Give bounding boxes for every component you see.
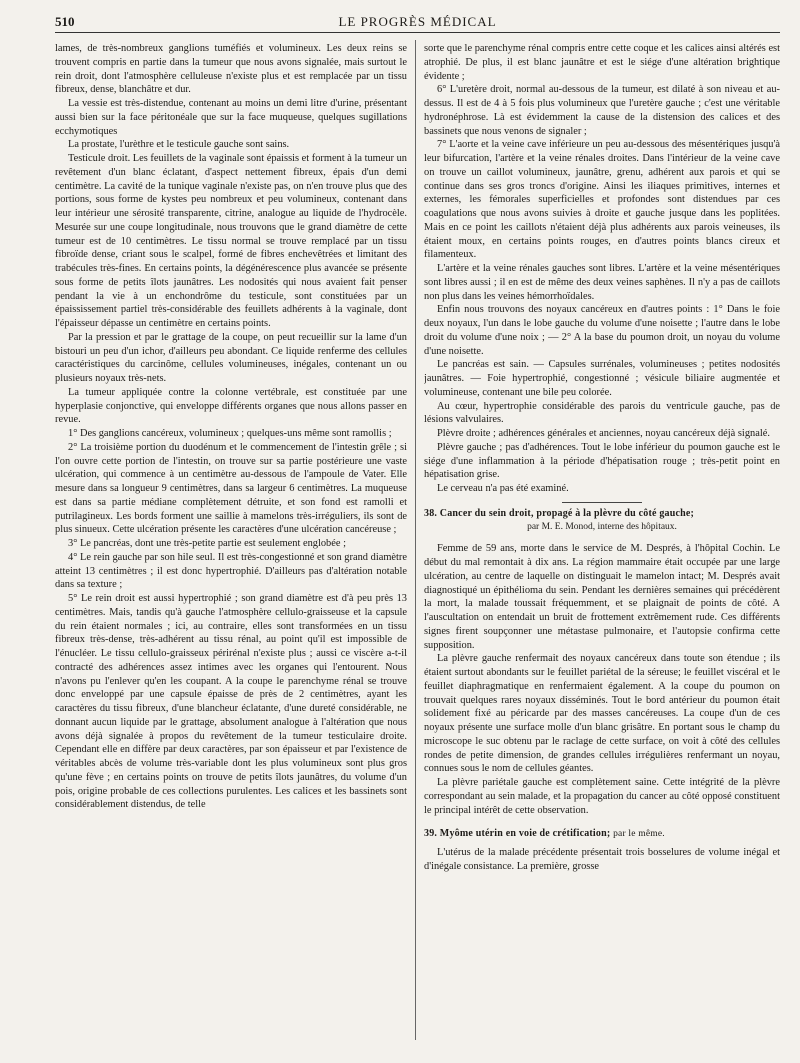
article-38-byline: par M. E. Monod, interne des hôpitaux. [527,521,677,532]
article-39-title: 39. Myôme utérin en voie de crétification; [424,828,611,840]
paragraph: lames, de très-nombreux ganglions tuméfiés et volumineux. Les deux reins se trouvent compris en partie dans la tumeur que nous avons signalée, mais surtout le rein droit, dont l'atmosphère celluleuse n'existe plus et est remplacée par un tissu fibreux, dense, blanchâtre et dur. [55,43,407,96]
article-39-heading [424,827,780,842]
paragraph: Enfin nous trouvons des noyaux cancéreux en d'autres points : 1° Dans le foie deux noyaux, l'un dans le lobe gauche du volume d'une noisette ; l'autre dans le lobe droit du volume d'une noix ; — 2° A la base du poumon droit, un noyau du volume d'une noisette. [424,304,780,357]
paragraph: L'artère et la veine rénales gauches sont libres. L'artère et la veine mésentériques sont libres aussi ; il en est de même des deux veines saphènes. Il n'y a pas de caillots non plus dans les veines hémorrhoïdales. [424,263,780,302]
paragraph: Plèvre droite ; adhérences générales et anciennes, noyau cancéreux déjà signalé. [437,428,770,439]
running-title: LE PROGRÈS MÉDICAL [338,14,497,29]
paragraph: La prostate, l'urèthre et le testicule gauche sont sains. [68,139,290,151]
paragraph: sorte que le parenchyme rénal compris entre cette coque et les calices ainsi altérés est atrophié. De plus, il est blanc jaunâtre et est le siége d'une altération brightique évidente ; [424,43,780,82]
column-divider [415,40,416,1040]
paragraph: 1° Des ganglions cancéreux, volumineux ; quelques-uns même sont ramollis ; [68,428,392,439]
paragraph: 4° Le rein gauche par son hile seul. Il est très-congestionné et son grand diamètre atteint 13 centimètres ; il est donc hypertrophié. D'ailleurs pas d'altération notable dans sa texture ; [55,551,407,591]
paragraph: Le pancréas est sain. — Capsules surrénales, volumineuses ; petites nodosités jaunâtres. — Foie hypertrophié, congestionné ; vésicule biliaire augmentée et volumineuse, contenant une bile peu colorée. [424,359,780,398]
paragraph: 2° La troisième portion du duodénum et le commencement de l'intestin grêle ; si l'on ouvre cette portion de l'intestin, on trouve sur sa partie postérieure une vaste ulcération, qui commence à un centimètre au-dessous de l'ampoule de Vater. Elle mesure dans sa longueur 9 centimètres, dans sa largeur 6 centimètres. La muqueuse est dans sa partie médiane complètement détruite, et son fond est ramolli et putrilagineux. Les bords forment une saillie à mamelons très-irréguliers, ils sont de plus sinueux. Cette ulcération présente les caractères d'une ulcération cancéreuse ; [55,441,407,536]
paragraph: Le cerveau n'a pas été examiné. [437,483,569,494]
paragraph: L'utérus de la malade précédente présentait trois bosselures de volume inégal et d'inégale consistance. La première, grosse [424,847,780,872]
paragraph: Plèvre gauche ; pas d'adhérences. Tout le lobe inférieur du poumon gauche est le siége d'une inflammation à la période d'hépatisation rouge ; très-petit point en hépatisation grise. [424,441,780,481]
right-column [424,42,780,1047]
section-separator [562,502,642,503]
paragraph: La vessie est très-distendue, contenant au moins un demi litre d'urine, présentant aussi bien sur la face péritonéale que sur la face muqueuse, quelques sugillations ecchymotiques [55,98,407,137]
paragraph: Au cœur, hypertrophie considérable des parois du ventricule gauche, pas de lésions valvulaires. [424,400,780,426]
article-39-byline: par le même. [613,829,665,840]
paragraph: La plèvre pariétale gauche est complètement saine. Cette intégrité de la plèvre correspondant au sein malade, et la propagation du cancer au côté opposé constituent le principal intérêt de cette observation. [424,777,780,816]
paragraph: Par la pression et par le grattage de la coupe, on peut recueillir sur la lame d'un bistouri un peu d'un ichor, d'ailleurs peu abondant. Ce liquide renferme des cellules caractéristiques du carcinôme, cellules volumineuses, inégales, contenant un ou plusieurs noyaux très-nets. [55,331,407,384]
paragraph: La tumeur appliquée contre la colonne vertébrale, est constituée par une hyperplasie conjonctive, qui enveloppe différents organes que nous allons passer en revue. [55,386,407,426]
page-header [55,12,780,33]
paragraph: La plèvre gauche renfermait des noyaux cancéreux dans toute son étendue ; ils étaient surtout abondants sur le feuillet pariétal de la séreuse; le feuillet viscéral et le feuillet diaphragmatique en renfermaient également. A la coupe du poumon on trouvait quelques rares noyaux disséminés. Tout le bord antérieur du poumon était solidement fixé au péricarde par des masses cancéreuses. La coupe d'un de ces noyaux présente une surface molle d'un blanc grisâtre. En portant sous le champ du microscope le suc obtenu par le raclage de cette surface, on voit à côté des cellules rondes de petite dimension, de grandes cellules irrégulières renfermant un noyau, connues sous le nom de cellules géantes. [424,653,780,775]
paragraph: Femme de 59 ans, morte dans le service de M. Després, à l'hôpital Cochin. Le début du mal remontait à dix ans. La région mammaire était occupée par une large ulcération, au centre de laquelle on distinguait le mamelon intact; M. Després avait diagnostiqué un épithélioma du sein. Pendant les dernières semaines qui précédèrent la mort, la malade toussait fréquemment, et se plaignait de points de côté. A l'auscultation on entendait un bruit de frottement extrêmement rude. Ces différents signes firent soupçonner une métastase pulmonaire, et l'autopsie confirma cette supposition. [424,543,780,651]
paragraph: Testicule droit. Les feuillets de la vaginale sont épaissis et forment à la tumeur un revêtement d'un blanc éclatant, d'aspect nettement fibreux, épais d'un demi centimètre. La cavité de la tunique vaginale n'existe pas, on n'en trouve plus que des portions, sous forme de kystes peu nombreux et peu volumineux, contenant dans leur intérieur une sérosité transparente, citrine, analogue au liquide de l'hydrocèle. Mesurée sur une coupe longitudinale, nous trouvons que le grand diamètre de cette tumeur est de 10 centimètres. Le tissu normal se trouve remplacé par un tissu fibroïde dense, criant sous le scalpel, formé de fibres enchevêtrées et limitant des trabécules très-fines. En certains points, la dégénérescence plus avancée se présente sous forme de petits îlots jaunâtres. Les nodosités qui nous avaient fait penser pendant la vie à un enchondrôme du testicule, sont constituées par un épaississement partiel très-considérable des feuillets adhérents à la vaginale, dont l'épaisseur dépasse un centimètre en certains points. [55,153,407,329]
paragraph: 3° Le pancréas, dont une très-petite partie est seulement englobée ; [68,538,346,549]
paragraph: 6° L'uretère droit, normal au-dessous de la tumeur, est dilaté à son niveau et au-dessus. Il est de 4 à 5 fois plus volumineux que l'uretère gauche ; c'est une véritable hydronéphrose. Là est évidemment la cause de la distension des calices et des bassinets que nous venons de signaler ; [424,84,780,137]
page-number: 510 [55,14,75,29]
paragraph: 5° Le rein droit est aussi hypertrophié ; son grand diamètre est d'à peu près 13 centimètres. Mais, tandis qu'à gauche l'atmosphère cellulo-graisseuse et la capsule du rein étaient normales ; ici, au contraire, elles sont transformées en un tissu fibreux très-dense, très-adhérent au tissu rénal, au point qu'il est impossible de l'énucléer. Le tissu cellulo-graisseux périrénal n'existe plus ; aussi ce viscère a-t-il contracté des adhérences assez intimes avec les organes qui l'entourent. Nous n'avons pu l'enlever qu'en les coupant. A la coupe le parenchyme rénal se trouve donc enveloppé par une capsule épaisse de près de 2 centimètres, ayant les caractères du tissu fibreux, d'une blancheur éclatante, d'une dureté considérable, ne donnant aucun liquide par le grattage, absolument analogue à l'altération que nous avons déjà signalée à propos du revêtement de la tumeur testiculaire droite. Cependant elle en diffère par deux caractères, par son épaisseur et par l'existence de véritables abcès de volume très-variable dont les plus volumineux sont plus gros qu'une fève ; en certains points on trouve de petits îlots jaunâtres, du volume d'un pois, origine probable de ces collections purulentes. Les calices et les bassinets sont considérablement distendus, de telle [55,593,407,811]
paragraph: 7° L'aorte et la veine cave inférieure un peu au-dessous des mésentériques jusqu'à leur bifurcation, l'artère et la veine rénales droites. Dans l'intérieur de la veine cave on trouve un caillot volumineux, jaunâtre, grenu, adhérent aux parois et qui se continue dans ses gros troncs d'origine. Ainsi les iliaques primitives, internes et externes, les fémorales superficielles et profondes sont distendues par ces coagulations que nous avons suivies à droite et gauche jusque dans les poplitées. Mais en ce point les caillots n'étaient déjà plus adhérents aux parois veineuses, ils étaient moux, en certains points rouges, en d'autres points blancs cireux et filamenteux. [424,139,780,261]
article-38-heading: 38. Cancer du sein droit, propagé à la plèvre du côté gauche; [424,507,695,519]
left-column [55,42,407,1047]
